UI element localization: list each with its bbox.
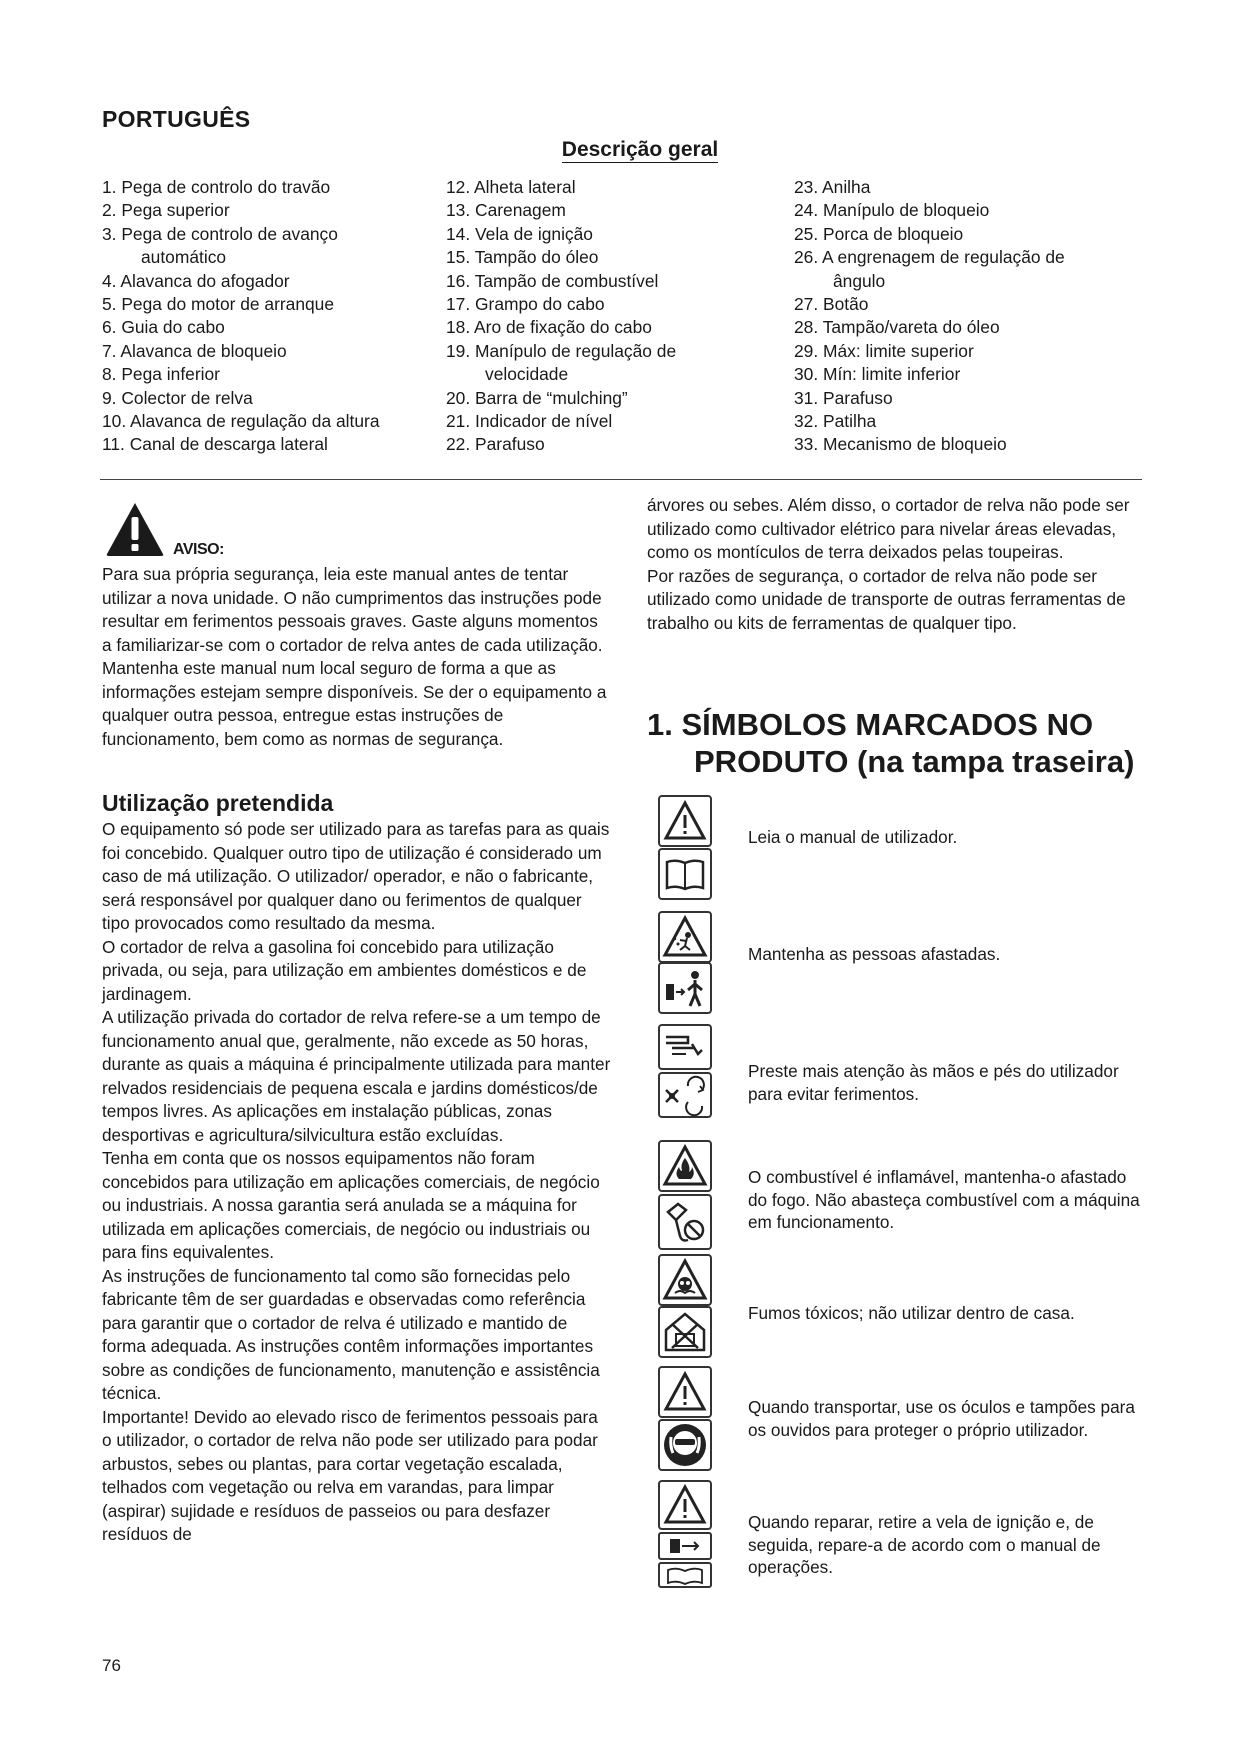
paragraph: Tenha em conta que os nossos equipamentos não foram concebidos para utilização em aplicações comerciais, de negócio ou industriais. A nossa garantia será anulada se a máquina for utilizada em aplicações comerciais, de negócio ou industriais ou para fins equivalentes. — [102, 1148, 600, 1262]
symbol-description: Leia o manual de utilizador. — [748, 827, 958, 847]
spark-plug-icon — [658, 1532, 712, 1560]
blade-hand-icon — [658, 1024, 712, 1070]
list-item: 6. Guia do cabo — [102, 317, 225, 338]
list-item: 17. Grampo do cabo — [446, 294, 605, 315]
list-item: 27. Botão — [794, 294, 869, 315]
blade-rotation-icon — [658, 1072, 712, 1118]
toxic-fumes-icon — [658, 1254, 712, 1306]
list-item: 12. Alheta lateral — [446, 177, 576, 197]
section-title-text: Descrição geral — [561, 138, 719, 161]
manual-book-icon — [658, 848, 712, 900]
list-item: velocidade — [485, 364, 569, 385]
list-item: 32. Patilha — [794, 411, 877, 432]
paragraph: árvores ou sebes. Além disso, o cortador de relva não pode ser utilizado como cultivador elétrico para nivelar áreas elevadas, como os montículos de terra deixados pelas toupeiras. — [647, 495, 1130, 562]
list-item: 1. Pega de controlo do travão — [102, 177, 331, 197]
list-item: 31. Parafuso — [794, 387, 893, 408]
section-divider — [100, 479, 1142, 480]
paragraph: O equipamento só pode ser utilizado para as tarefas para as quais foi concebido. Qualquer outro tipo de utilização é considerado um caso de má utilização. O utilizador/ operador, e não o fabricante, será responsável por qualquer dano ou ferimentos de qualquer tipo provocados como resultado da mesma. — [102, 819, 610, 933]
warning-triangle-icon — [658, 1480, 712, 1530]
paragraph: Importante! Devido ao elevado risco de ferimentos pessoais para o utilizador, o cortador de relva não pode ser utilizado para podar arbustos, sebes ou plantas, para cortar vegetação escalada, telhados com vegetação ou relva em varandas, para limpar (aspirar) sujidade e resíduos de passeios ou para desfazer resíduos de — [102, 1406, 598, 1544]
list-item: automático — [141, 247, 227, 268]
symbol-description: Preste mais atenção às mãos e pés do utilizador para evitar ferimentos. — [748, 1061, 1119, 1104]
list-item: 9. Colector de relva — [102, 387, 253, 408]
intended-use-body — [102, 818, 612, 1547]
list-item: 2. Pega superior — [102, 200, 230, 221]
paragraph: O cortador de relva a gasolina foi concebido para utilização privada, ou seja, para utilização em ambientes domésticos e de jardinagem. — [102, 936, 587, 1004]
symbol-description: O combustível é inflamável, mantenha-o afastado do fogo. Não abasteça combustível com a máquina em funcionamento. — [748, 1167, 1140, 1233]
list-item: 28. Tampão/vareta do óleo — [794, 317, 1000, 338]
list-item: 10. Alavanca de regulação da altura — [102, 411, 380, 432]
list-item: 19. Manípulo de regulação de — [446, 340, 677, 361]
warning-triangle-icon — [658, 795, 712, 847]
list-item: 15. Tampão do óleo — [446, 247, 599, 268]
thrown-objects-icon — [658, 911, 712, 963]
list-item: 4. Alavanca do afogador — [102, 270, 290, 291]
list-item: 20. Barra de “mulching” — [446, 387, 628, 408]
paragraph: Para sua própria segurança, leia este manual antes de tentar utilizar a nova unidade. O não cumprimentos das instruções pode resultar em ferimentos pessoais graves. Gaste alguns momentos a familiarizar-se com o cortador de relva antes de cada utilização. Mantenha este manual num local seguro de forma a que as informações estejam sempre disponíveis. Se der o equipamento a qualquer outra pessoa, entregue estas instruções de funcionamento, bem como as normas de segurança. — [102, 564, 607, 749]
parts-list-column-3 — [794, 176, 1065, 457]
warning-icon — [105, 501, 165, 557]
paragraph: As instruções de funcionamento tal como são fornecidas pelo fabricante têm de ser guardadas e observadas como referência para garantir que o cortador de relva é utilizado e mantido de forma adequada. As instruções contêm informações importantes sobre as condições de funcionamento, manutenção e assistência técnica. — [102, 1265, 600, 1403]
warning-text — [102, 563, 612, 751]
list-item: 26. A engrenagem de regulação de — [794, 247, 1065, 268]
list-item: 8. Pega inferior — [102, 364, 220, 385]
keep-distance-icon — [658, 962, 712, 1014]
flammable-icon — [658, 1140, 712, 1192]
list-item: 21. Indicador de nível — [446, 411, 613, 432]
list-item: 22. Parafuso — [446, 434, 545, 455]
no-refuel-running-icon — [658, 1194, 712, 1250]
intended-use-heading: Utilização pretendida — [102, 790, 334, 816]
paragraph: Por razões de segurança, o cortador de relva não pode ser utilizado como unidade de transporte de outras ferramentas de trabalho ou kits de ferramentas de qualquer tipo. — [647, 565, 1126, 633]
list-item: 25. Porca de bloqueio — [794, 223, 964, 244]
list-item: 29. Máx: limite superior — [794, 340, 974, 361]
symbol-description: Quando reparar, retire a vela de ignição e, de seguida, repare-a de acordo com o manual de operações. — [748, 1512, 1101, 1578]
warning-label: AVISO: — [173, 541, 224, 558]
list-item: 7. Alavanca de bloqueio — [102, 340, 287, 361]
eye-ear-protection-icon — [658, 1419, 712, 1471]
language-heading: PORTUGUÊS — [102, 106, 251, 132]
no-indoor-use-icon — [658, 1306, 712, 1358]
symbol-description: Fumos tóxicos; não utilizar dentro de casa. — [748, 1303, 1075, 1323]
symbols-heading — [647, 706, 1134, 780]
section-title — [0, 138, 1241, 162]
list-item: 18. Aro de fixação do cabo — [446, 317, 652, 338]
symbols-heading-line-2: PRODUTO (na tampa traseira) — [694, 744, 1135, 779]
warning-triangle-icon — [658, 1366, 712, 1418]
parts-list-column-2 — [446, 176, 676, 457]
list-item: 24. Manípulo de bloqueio — [794, 200, 990, 221]
list-item: 5. Pega do motor de arranque — [102, 294, 335, 315]
list-item: 13. Carenagem — [446, 200, 566, 221]
paragraph: A utilização privada do cortador de relva refere-se a um tempo de funcionamento anual que, geralmente, não excede as 50 horas, durante as quais a máquina é principalmente utilizada para manter relvados residenciais de pequena escala e jardins domésticos/de tempos livres. As aplicações em instalação públicas, zonas desportivas e agricultura/silvicultura estão excluídas. — [102, 1007, 611, 1145]
list-item: 33. Mecanismo de bloqueio — [794, 434, 1007, 455]
parts-list-column-1 — [102, 176, 380, 457]
list-item: 23. Anilha — [794, 177, 871, 197]
list-item: ângulo — [833, 270, 886, 291]
list-item: 14. Vela de ignição — [446, 223, 593, 244]
list-item: 30. Mín: limite inferior — [794, 364, 961, 385]
right-column-text — [647, 494, 1147, 635]
symbols-heading-line-1: 1. SÍMBOLOS MARCADOS NO — [647, 707, 1094, 742]
repair-manual-icon — [658, 1562, 712, 1588]
list-item: 11. Canal de descarga lateral — [102, 434, 328, 455]
list-item: 3. Pega de controlo de avanço — [102, 223, 338, 244]
list-item: 16. Tampão de combustível — [446, 270, 659, 291]
page-number: 76 — [102, 1656, 121, 1675]
symbol-description: Quando transportar, use os óculos e tampões para os ouvidos para proteger o próprio utilizador. — [748, 1397, 1135, 1440]
symbol-description: Mantenha as pessoas afastadas. — [748, 944, 1001, 964]
